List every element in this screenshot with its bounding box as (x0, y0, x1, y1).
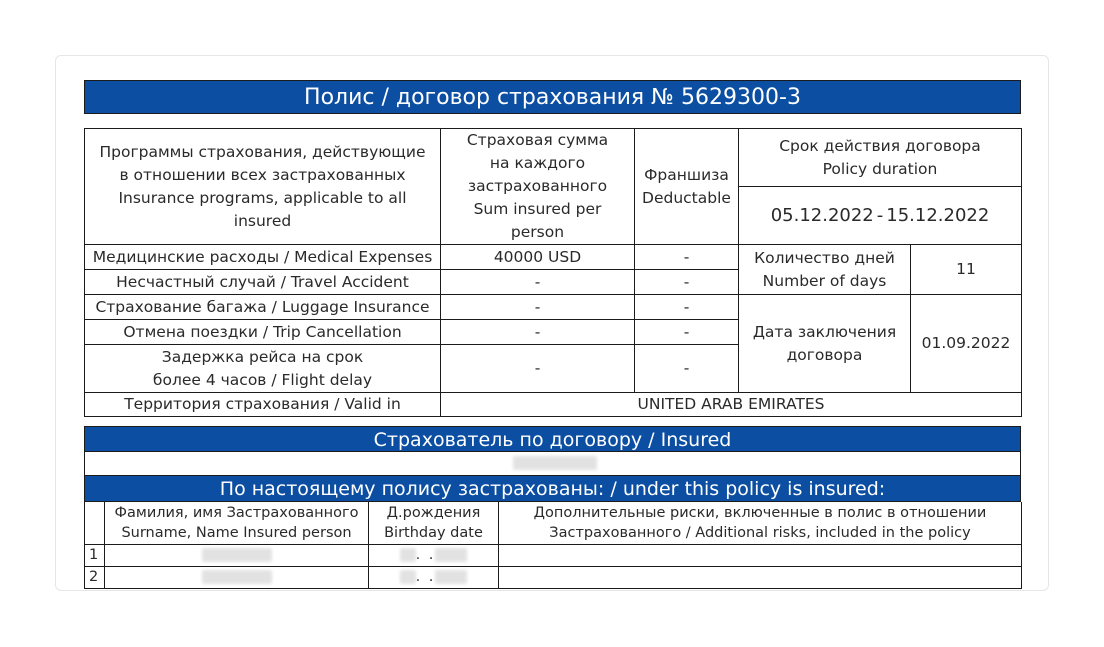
duration-dates (739, 187, 1022, 245)
person-name-redacted (202, 570, 272, 584)
insured-person-risks (499, 566, 1022, 588)
programs-header-line1: Программы страхования, действующие (99, 142, 426, 161)
birth-year-redacted (435, 570, 467, 584)
territory-label: Территория страхования / Valid in (85, 393, 441, 417)
territory-row (85, 393, 1022, 417)
date-to: 15.12.2022 (886, 205, 990, 226)
programs-header-line2: в отношении всех застрахованных (119, 165, 406, 184)
birth-separator: . . (415, 547, 436, 563)
sum-header-line3: застрахованного (467, 177, 608, 195)
program-name: Несчастный случай / Travel Accident (85, 270, 441, 295)
name-header (105, 502, 369, 544)
date-from: 05.12.2022 (770, 205, 874, 226)
program-deductible: - (635, 245, 739, 270)
program-row (85, 245, 1022, 270)
birth-header-line2: Birthday date (384, 524, 483, 541)
program-name-line1: Задержка рейса на срок (161, 347, 364, 366)
birth-separator: . . (415, 569, 436, 585)
row-number: 1 (85, 544, 105, 566)
days-label (739, 245, 911, 295)
insured-person-row (85, 544, 1022, 566)
contract-date-label-line1: Дата заключения (752, 322, 897, 341)
contract-date-value: 01.09.2022 (911, 295, 1022, 393)
insured-header-row (85, 502, 1022, 544)
program-deductible: - (635, 295, 739, 320)
birth-header (369, 502, 499, 544)
program-sum: 40000 USD (441, 245, 635, 270)
program-sum: - (441, 345, 635, 393)
duration-header-line2: Policy duration (822, 159, 938, 178)
insured-persons-table (84, 502, 1022, 589)
insured-section-title: Страхователь по договору / Insured (373, 429, 732, 451)
contract-date-label (739, 295, 911, 393)
program-deductible: - (635, 345, 739, 393)
insured-list-title: По настоящему полису застрахованы: / under this policy is insured: (219, 478, 886, 500)
birth-year-redacted (435, 548, 467, 562)
deductible-header-line1: Франшиза (644, 165, 729, 184)
person-name-redacted (202, 548, 272, 562)
deductible-header-line2: Deductable (642, 188, 731, 207)
risks-header (499, 502, 1022, 544)
insured-person-risks (499, 544, 1022, 566)
program-sum: - (441, 320, 635, 345)
risks-header-line1: Дополнительные риски, включенные в полис в отношении (533, 504, 987, 521)
sum-header-line4: Sum insured per person (473, 200, 602, 241)
programs-header (85, 129, 441, 245)
birth-day-redacted (400, 548, 416, 562)
program-name-line2: более 4 часов / Flight delay (152, 370, 373, 389)
num-header (85, 502, 105, 544)
insured-person-row (85, 566, 1022, 588)
name-header-line1: Фамилия, имя Застрахованного (114, 504, 359, 521)
deductible-header (635, 129, 739, 245)
insured-person-name (105, 566, 369, 588)
insurance-policy-document (84, 80, 1021, 589)
program-sum: - (441, 295, 635, 320)
sum-header-line1: Страховая сумма (466, 131, 609, 149)
policy-title: Полис / договор страхования № 5629300-3 (304, 85, 801, 110)
program-name (85, 345, 441, 393)
days-value: 11 (911, 245, 1022, 295)
program-sum: - (441, 270, 635, 295)
sum-header-line2: на каждого (489, 154, 586, 172)
insured-person-birthday (369, 544, 499, 566)
date-separator: - (876, 205, 884, 226)
header-row (85, 129, 1022, 187)
contract-date-label-line2: договора (786, 345, 863, 364)
name-header-line2: Surname, Name Insured person (121, 524, 352, 541)
row-number: 2 (85, 566, 105, 588)
policy-title-bar (84, 80, 1021, 114)
insured-list-bar (84, 476, 1021, 502)
birth-day-redacted (400, 570, 416, 584)
birth-header-line1: Д.рождения (386, 504, 481, 521)
duration-header-line1: Срок действия договора (779, 136, 981, 155)
duration-header (739, 129, 1022, 187)
program-row (85, 295, 1022, 320)
program-deductible: - (635, 270, 739, 295)
days-label-line1: Количество дней (754, 248, 895, 267)
insured-name-row (84, 452, 1021, 476)
risks-header-line2: Застрахованного / Additional risks, included in the policy (549, 524, 971, 541)
territory-value: UNITED ARAB EMIRATES (441, 393, 1022, 417)
program-deductible: - (635, 320, 739, 345)
insured-section-bar (84, 426, 1021, 452)
programs-header-line3: Insurance programs, applicable to all insured (118, 188, 407, 230)
program-name: Медицинские расходы / Medical Expenses (85, 245, 441, 270)
program-name: Страхование багажа / Luggage Insurance (85, 295, 441, 320)
sum-header (441, 129, 635, 245)
insured-person-name (105, 544, 369, 566)
insured-name-redacted (513, 456, 597, 470)
program-name: Отмена поездки / Trip Cancellation (85, 320, 441, 345)
programs-table (84, 128, 1022, 417)
insured-person-birthday (369, 566, 499, 588)
days-label-line2: Number of days (762, 271, 887, 290)
